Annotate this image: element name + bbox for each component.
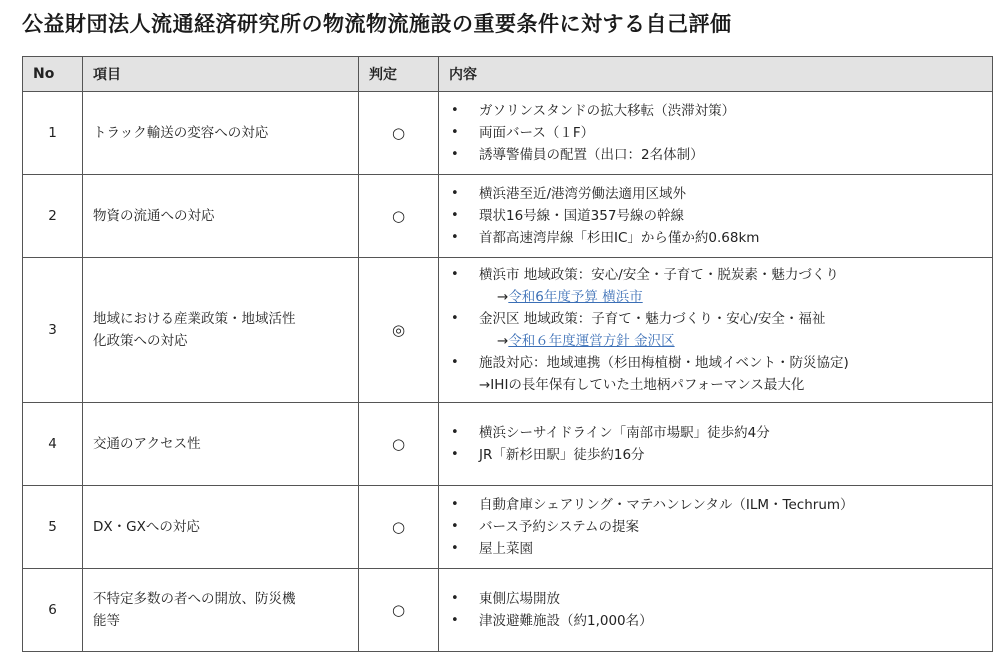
row-number: 2 xyxy=(23,175,83,258)
bullet-icon: • xyxy=(451,103,459,118)
bullet-icon: • xyxy=(451,267,459,282)
bullet-icon: • xyxy=(451,519,459,534)
header-item: 項目 xyxy=(83,57,359,92)
list-item: • ガソリンスタンドの拡大移転（渋滞対策） xyxy=(449,100,984,122)
row-number: 6 xyxy=(23,569,83,652)
list-item: • 自動倉庫シェアリング・マテハンレンタル（ILM・Techrum） xyxy=(449,494,984,516)
row-content xyxy=(439,569,993,652)
table-row xyxy=(23,486,993,569)
row-content xyxy=(439,258,993,403)
list-item: • 横浜市 地域政策：安心/安全・子育て・脱炭素・魅力づくり →令和6年度予算 横浜市 xyxy=(449,264,984,308)
bullet-icon: • xyxy=(451,541,459,556)
row-content xyxy=(439,403,993,486)
row-item-line-2: 化政策への対応 xyxy=(93,333,188,349)
row-content xyxy=(439,92,993,175)
yokohama-budget-link[interactable]: 令和6年度予算 横浜市 xyxy=(508,289,643,305)
bullet-icon: • xyxy=(451,425,459,440)
row-item: 物資の流通への対応 xyxy=(83,175,359,258)
table-row xyxy=(23,92,993,175)
row-item: トラック輸送の変容への対応 xyxy=(83,92,359,175)
row-number: 1 xyxy=(23,92,83,175)
row-item: DX・GXへの対応 xyxy=(83,486,359,569)
bullet-icon: • xyxy=(451,497,459,512)
row-judgement: ○ xyxy=(359,403,439,486)
list-item: • 金沢区 地域政策：子育て・魅力づくり・安心/安全・福祉 →令和６年度運営方針 金沢区 xyxy=(449,308,984,352)
row-content xyxy=(439,486,993,569)
bullet-icon: • xyxy=(451,311,459,326)
table-row xyxy=(23,569,993,652)
row-item-line-1: 不特定多数の者への開放、防災機 xyxy=(93,591,296,607)
row-item-line-1: 地域における産業政策・地域活性 xyxy=(93,311,296,327)
bullet-icon: • xyxy=(451,591,459,606)
header-no: No xyxy=(23,57,83,92)
table-row xyxy=(23,403,993,486)
bullet-icon: • xyxy=(451,208,459,223)
row-item xyxy=(83,258,359,403)
list-item: • 横浜港至近/港湾労働法適用区域外 xyxy=(449,183,984,205)
row-judgement: ◎ xyxy=(359,258,439,403)
table-row xyxy=(23,258,993,403)
bullet-icon: • xyxy=(451,186,459,201)
row-judgement: ○ xyxy=(359,92,439,175)
policy-link-line xyxy=(479,286,984,308)
header-content: 内容 xyxy=(439,57,993,92)
bullet-icon: • xyxy=(451,147,459,162)
bullet-icon: • xyxy=(451,355,459,370)
list-item: • 屋上菜園 xyxy=(449,538,984,560)
row-item: 交通のアクセス性 xyxy=(83,403,359,486)
row-item xyxy=(83,569,359,652)
row-judgement: ○ xyxy=(359,569,439,652)
page-title: 公益財団法人流通経済研究所の物流物流施設の重要条件に対する自己評価 xyxy=(22,12,732,36)
bullet-icon: • xyxy=(451,613,459,628)
list-item: • 誘導警備員の配置（出口：2名体制） xyxy=(449,144,984,166)
table-row xyxy=(23,175,993,258)
list-item: • 津波避難施設（約1,000名） xyxy=(449,610,984,632)
table-header-row xyxy=(23,57,993,92)
list-item: • 首都高速湾岸線「杉田IC」から僅か約0.68km xyxy=(449,227,984,249)
arrow-icon: → xyxy=(497,333,509,349)
row-number: 4 xyxy=(23,403,83,486)
list-item: • 両面バース（１F） xyxy=(449,122,984,144)
row-judgement: ○ xyxy=(359,175,439,258)
bullet-icon: • xyxy=(451,125,459,140)
extra-note: →IHIの長年保有していた土地柄パフォーマンス最大化 xyxy=(479,377,805,393)
row-content xyxy=(439,175,993,258)
row-judgement: ○ xyxy=(359,486,439,569)
header-judge: 判定 xyxy=(359,57,439,92)
bullet-icon: • xyxy=(451,230,459,245)
policy-link-line xyxy=(479,330,984,352)
list-item: • バース予約システムの提案 xyxy=(449,516,984,538)
kanazawa-policy-link[interactable]: 令和６年度運営方針 金沢区 xyxy=(508,333,675,349)
list-item: • 横浜シーサイドライン「南部市場駅」徒歩約4分 xyxy=(449,422,984,444)
row-item-line-2: 能等 xyxy=(93,613,120,629)
bullet-icon: • xyxy=(451,447,459,462)
list-item: • 環状16号線・国道357号線の幹線 xyxy=(449,205,984,227)
row-number: 5 xyxy=(23,486,83,569)
row-number: 3 xyxy=(23,258,83,403)
list-item: • 東側広場開放 xyxy=(449,588,984,610)
list-item: • JR「新杉田駅」徒歩約16分 xyxy=(449,444,984,466)
arrow-icon: → xyxy=(497,289,509,305)
self-evaluation-table xyxy=(22,56,993,652)
list-item: • 施設対応：地域連携（杉田梅植樹・地域イベント・防災協定) →IHIの長年保有していた土地柄パフォーマンス最大化 xyxy=(449,352,984,396)
